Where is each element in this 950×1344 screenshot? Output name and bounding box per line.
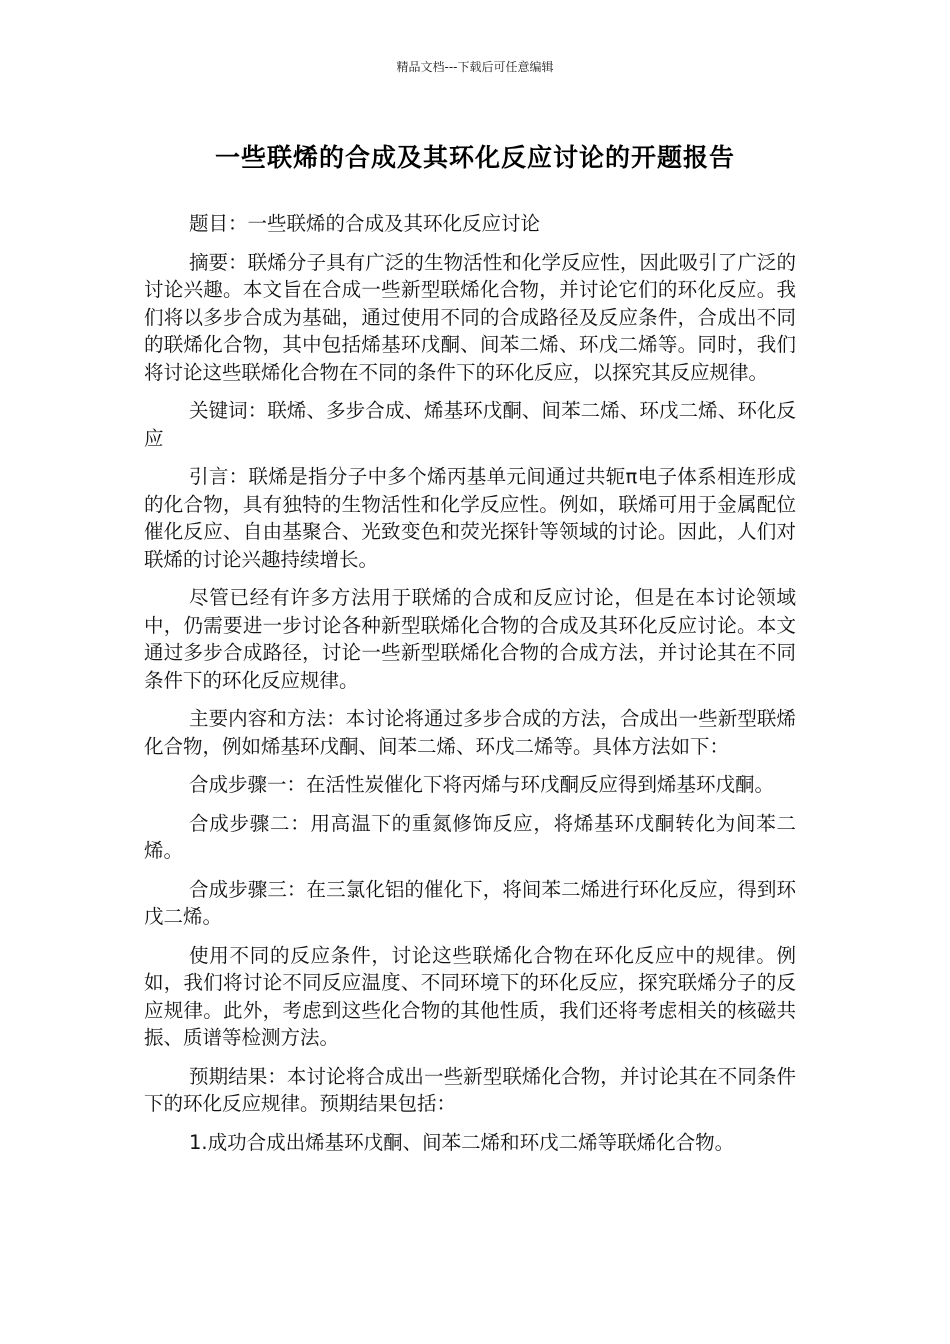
paragraph-methods: 主要内容和方法：本讨论将通过多步合成的方法，合成出一些新型联烯化合物，例如烯基环戊酮、间苯二烯、环戊二烯等。具体方法如下：: [144, 707, 796, 758]
paragraph-expected-results: 预期结果：本讨论将合成出一些新型联烯化合物，并讨论其在不同条件下的环化反应规律。预期结果包括：: [144, 1064, 796, 1115]
paragraph-step-one: 合成步骤一：在活性炭催化下将丙烯与环戊酮反应得到烯基环戊酮。: [189, 773, 775, 796]
paragraph-step-three: 合成步骤三：在三氯化铝的催化下，将间苯二烯进行环化反应，得到环戊二烯。: [144, 877, 796, 928]
page-header: 精品文档---下载后可任意编辑: [396, 60, 554, 74]
document-body: [144, 210, 796, 1167]
paragraph-topic: 题目：一些联烯的合成及其环化反应讨论: [189, 212, 541, 235]
document-title: 一些联烯的合成及其环化反应讨论的开题报告: [214, 143, 735, 172]
paragraph-result-item-1: 1.成功合成出烯基环戊酮、间苯二烯和环戊二烯等联烯化合物。: [189, 1130, 735, 1154]
paragraph-conditions: 使用不同的反应条件，讨论这些联烯化合物在环化反应中的规律。例如，我们将讨论不同反应温度、不同环境下的环化反应，探究联烯分子的反应规律。此外，考虑到这些化合物的其他性质，我们还将考虑相关的核磁共振、质谱等检测方法。: [144, 943, 796, 1049]
paragraph-abstract: 摘要：联烯分子具有广泛的生物活性和化学反应性，因此吸引了广泛的讨论兴趣。本文旨在合成一些新型联烯化合物，并讨论它们的环化反应。我们将以多步合成为基础，通过使用不同的合成路径及反应条件，合成出不同的联烯化合物，其中包括烯基环戊酮、间苯二烯、环戊二烯等。同时，我们将讨论这些联烯化合物在不同的条件下的环化反应，以探究其反应规律。: [144, 250, 796, 384]
paragraph-keywords: 关键词：联烯、多步合成、烯基环戊酮、间苯二烯、环戊二烯、环化反应: [144, 399, 796, 450]
paragraph-introduction: 引言：联烯是指分子中多个烯丙基单元间通过共轭π电子体系相连形成的化合物，具有独特的生物活性和化学反应性。例如，联烯可用于金属配位催化反应、自由基聚合、光致变色和荧光探针等领域的讨论。因此，人们对联烯的讨论兴趣持续增长。: [144, 465, 796, 571]
paragraph-step-two: 合成步骤二：用高温下的重氮修饰反应，将烯基环戊酮转化为间苯二烯。: [144, 811, 796, 862]
paragraph-background: 尽管已经有许多方法用于联烯的合成和反应讨论，但是在本讨论领域中，仍需要进一步讨论各种新型联烯化合物的合成及其环化反应讨论。本文通过多步合成路径，讨论一些新型联烯化合物的合成方法，并讨论其在不同条件下的环化反应规律。: [144, 586, 796, 692]
